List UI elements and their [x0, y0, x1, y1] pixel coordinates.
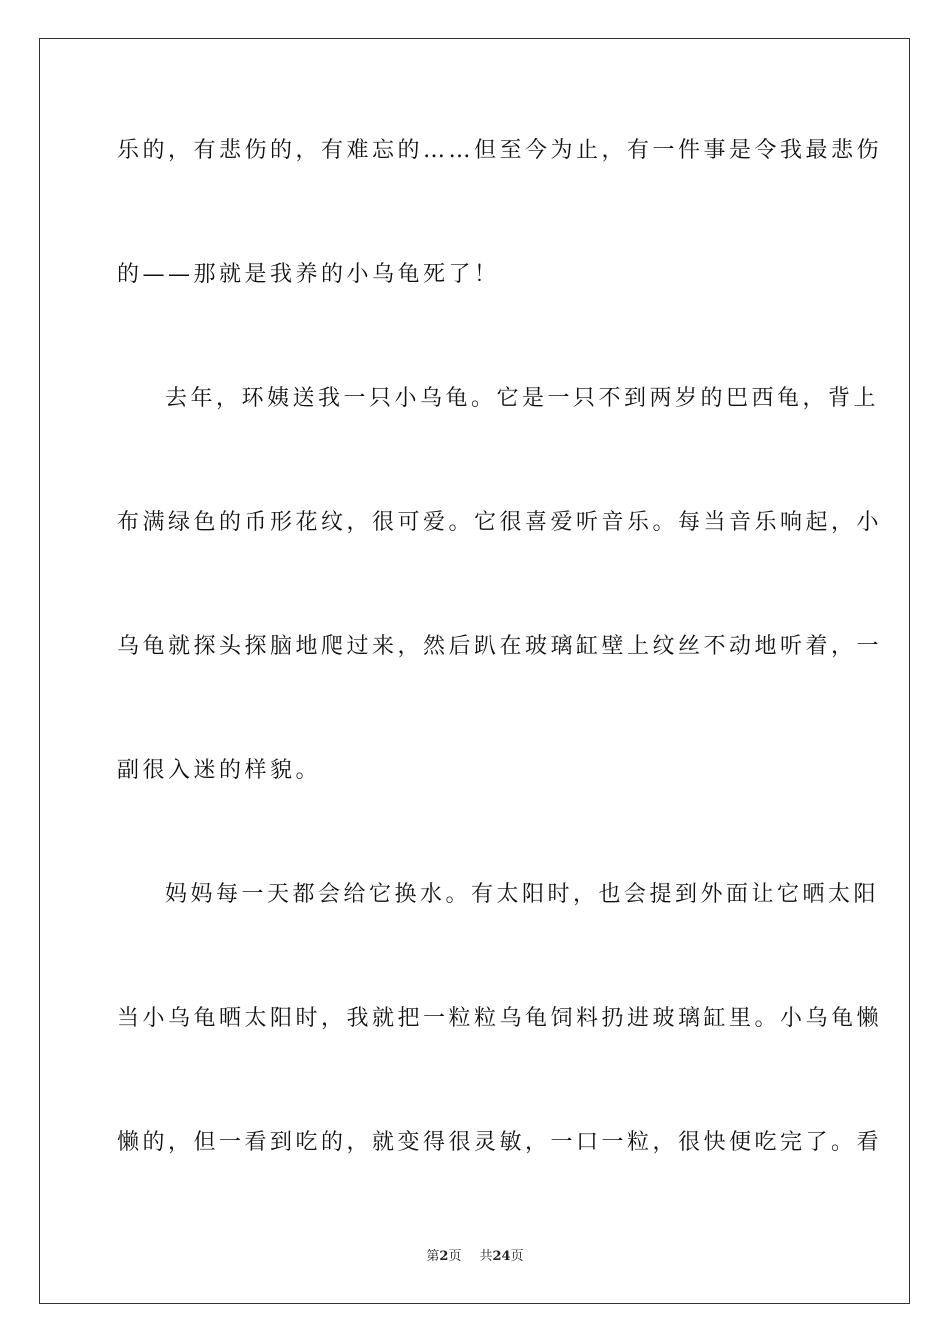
total-suffix: 页: [510, 1249, 524, 1264]
body-line-5: 乌龟就探头探脑地爬过来，然后趴在玻璃缸壁上纹丝不动地听着，一: [117, 634, 883, 659]
body-line-4: 布满绿色的币形花纹，很可爱。它很喜爱听音乐。每当音乐响起，小: [117, 510, 883, 535]
body-line-1: 乐的，有悲伤的，有难忘的……但至今为止，有一件事是令我最悲伤: [117, 138, 883, 163]
page-prefix: 第: [426, 1249, 440, 1264]
body-line-8: 当小乌龟晒太阳时，我就把一粒粒乌龟饲料扔进玻璃缸里。小乌龟懒: [117, 1006, 883, 1031]
page-border: [39, 38, 910, 1304]
body-line-6: 副很入迷的样貌。: [117, 758, 322, 783]
page-suffix: 页: [448, 1249, 462, 1264]
body-line-7: 妈妈每一天都会给它换水。有太阳时，也会提到外面让它晒太阳: [165, 882, 880, 907]
total-prefix: 共: [479, 1249, 493, 1264]
body-line-2: 的——那就是我养的小乌龟死了！: [117, 262, 500, 287]
page-footer: [0, 1248, 950, 1266]
total-pages: 24: [492, 1249, 511, 1264]
body-line-3: 去年，环姨送我一只小乌龟。它是一只不到两岁的巴西龟，背上: [165, 386, 880, 411]
page-number: 2: [439, 1249, 449, 1264]
body-line-9: 懒的，但一看到吃的，就变得很灵敏，一口一粒，很快便吃完了。看: [117, 1130, 883, 1155]
